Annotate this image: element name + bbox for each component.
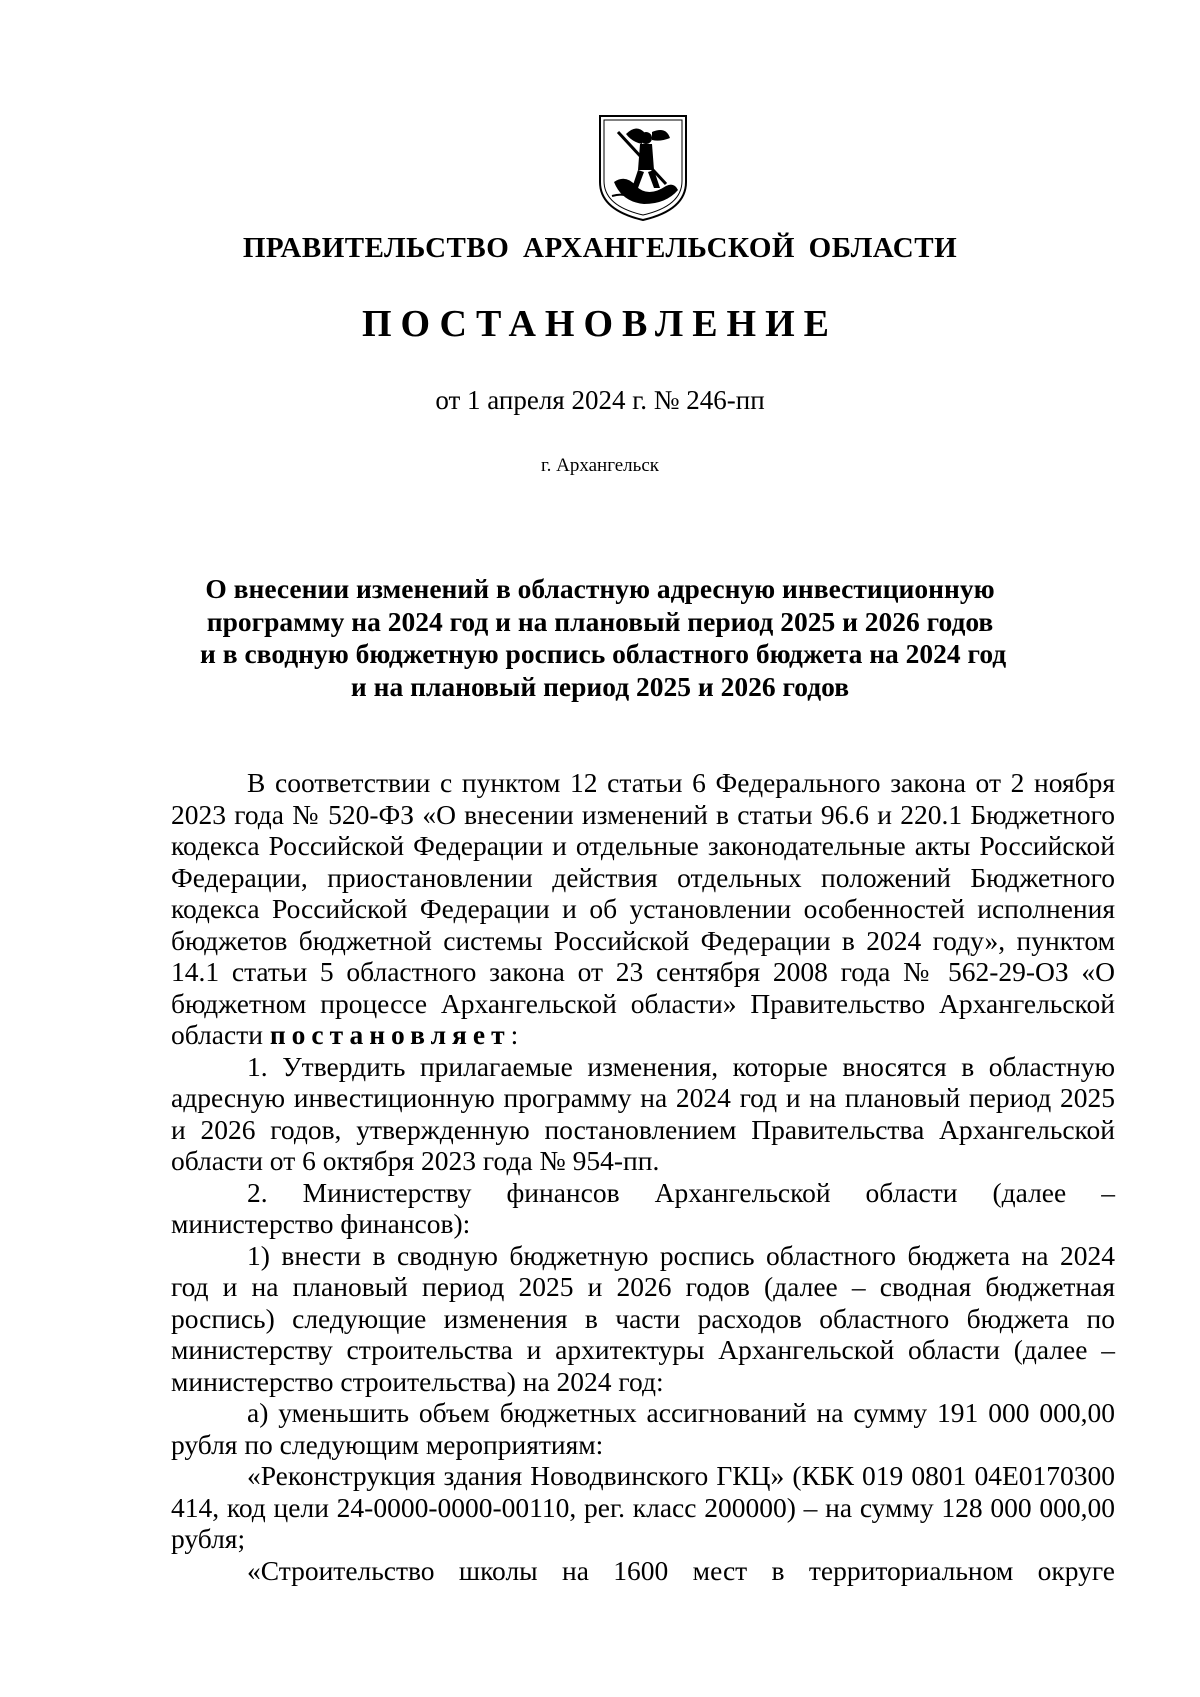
- coat-of-arms-emblem: [596, 112, 690, 224]
- title-line: и на плановый период 2025 и 2026 годов: [350, 670, 850, 702]
- organization-name: ПРАВИТЕЛЬСТВО АРХАНГЕЛЬСКОЙ ОБЛАСТИ: [242, 232, 958, 264]
- body-paragraph: «Реконструкция здания Новодвинского ГКЦ» (КБК 019 0801 04Е0170300 414, код цели 24-0000-0000-00110, рег. класс 200000) – на сумму 128 000 000,00 рубля;: [171, 1460, 1115, 1554]
- preamble-paragraph: [171, 767, 1115, 1051]
- body-paragraph: а) уменьшить объем бюджетных ассигнований на сумму 191 000 000,00 рубля по следующим мероприятиям:: [171, 1397, 1115, 1460]
- document-city: г. Архангельск: [540, 455, 659, 476]
- decree-word: постановляет: [269, 1019, 511, 1050]
- title-line: и в сводную бюджетную роспись областного бюджета на 2024 год: [200, 638, 1007, 669]
- title-line: О внесении изменений в областную адресную инвестиционную: [205, 573, 995, 604]
- document-type: ПОСТАНОВЛЕНИЕ: [361, 303, 839, 345]
- preamble-text: В соответствии с пунктом 12 статьи 6 Федерального закона от 2 ноября 2023 года № 520-ФЗ «О внесении изменений в статьи 96.6 и 220.1 Бюджетного кодекса Российской Федерации и отдельные законодательные акты Российской Федерации, приостановлении действия отдельных положений Бюджетного кодекса Российской Федерации и об установлении особенностей исполнения бюджетов бюджетной системы Российской Федерации в 2024 году», пунктом 14.1 статьи 5 областного закона от 23 сентября 2008 года № 562-29-ОЗ «О бюджетном процессе Архангельской области» Правительство Архангельской области: [171, 767, 1115, 1050]
- body-paragraph: 1. Утвердить прилагаемые изменения, которые вносятся в областную адресную инвестиционную программу на 2024 год и на плановый период 2025 и 2026 годов, утвержденную постановлением Правительства Архангельской области от 6 октября 2023 года № 954-пп.: [171, 1050, 1115, 1176]
- body-paragraph: 1) внести в сводную бюджетную роспись областного бюджета на 2024 год и на плановый период 2025 и 2026 годов (далее – сводная бюджетная роспись) следующие изменения в части расходов областного бюджета по министерству строительства и архитектуры Архангельской области (далее – министерство строительства) на 2024 год:: [171, 1239, 1115, 1397]
- title-line: программу на 2024 год и на плановый период 2025 и 2026 годов: [206, 605, 994, 637]
- body-paragraph: «Строительство школы на 1600 мест в территориальном округе: [247, 1554, 1115, 1586]
- document-body: [171, 767, 1115, 1586]
- preamble-colon: :: [510, 1019, 519, 1050]
- document-title: [200, 573, 1007, 703]
- emblem-icon: [596, 112, 690, 224]
- body-paragraph: 2. Министерству финансов Архангельской области (далее – министерство финансов):: [171, 1176, 1115, 1239]
- document-date-number: от 1 апреля 2024 г. № 246-пп: [435, 385, 765, 415]
